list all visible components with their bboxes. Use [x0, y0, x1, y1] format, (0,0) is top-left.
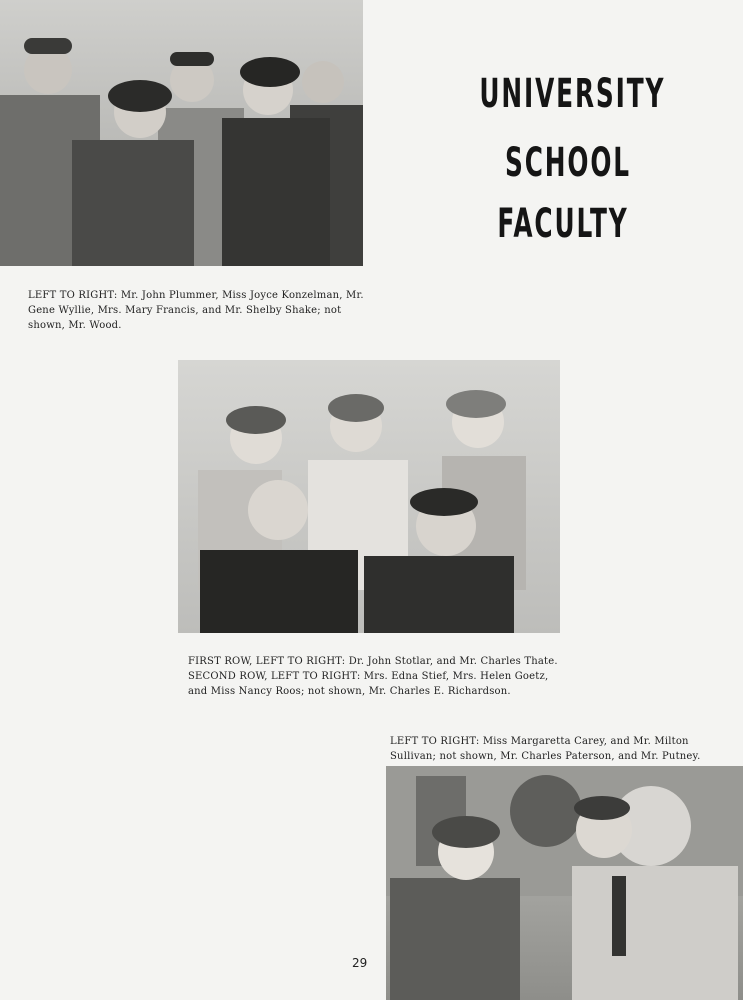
- faculty-photo-pair: [386, 766, 743, 1000]
- page-title-line-2: SCHOOL: [505, 140, 631, 186]
- faculty-photo-group-five: [0, 0, 363, 266]
- page-title-line-1: UNIVERSITY: [479, 71, 666, 117]
- page-number: 29: [352, 956, 368, 970]
- caption-middle-photo: FIRST ROW, LEFT TO RIGHT: Dr. John Stotlar, and Mr. Charles Thate. SECOND ROW, LEFT TO RIGHT: Mrs. Edna Stief, Mrs. Helen Goetz, and Miss Nancy Roos; not shown, Mr. Charles E. Richardson.: [188, 656, 558, 697]
- faculty-photo-two-rows: [178, 360, 560, 633]
- caption-top-photo: LEFT TO RIGHT: Mr. John Plummer, Miss Joyce Konzelman, Mr. Gene Wyllie, Mrs. Mary Francis, and Mr. Shelby Shake; not shown, Mr. Wood.: [28, 290, 364, 331]
- caption-bottom-photo: LEFT TO RIGHT: Miss Margaretta Carey, and Mr. Milton Sullivan; not shown, Mr. Charles Paterson, and Mr. Putney.: [390, 736, 701, 762]
- page-title-line-3: FACULTY: [497, 201, 629, 247]
